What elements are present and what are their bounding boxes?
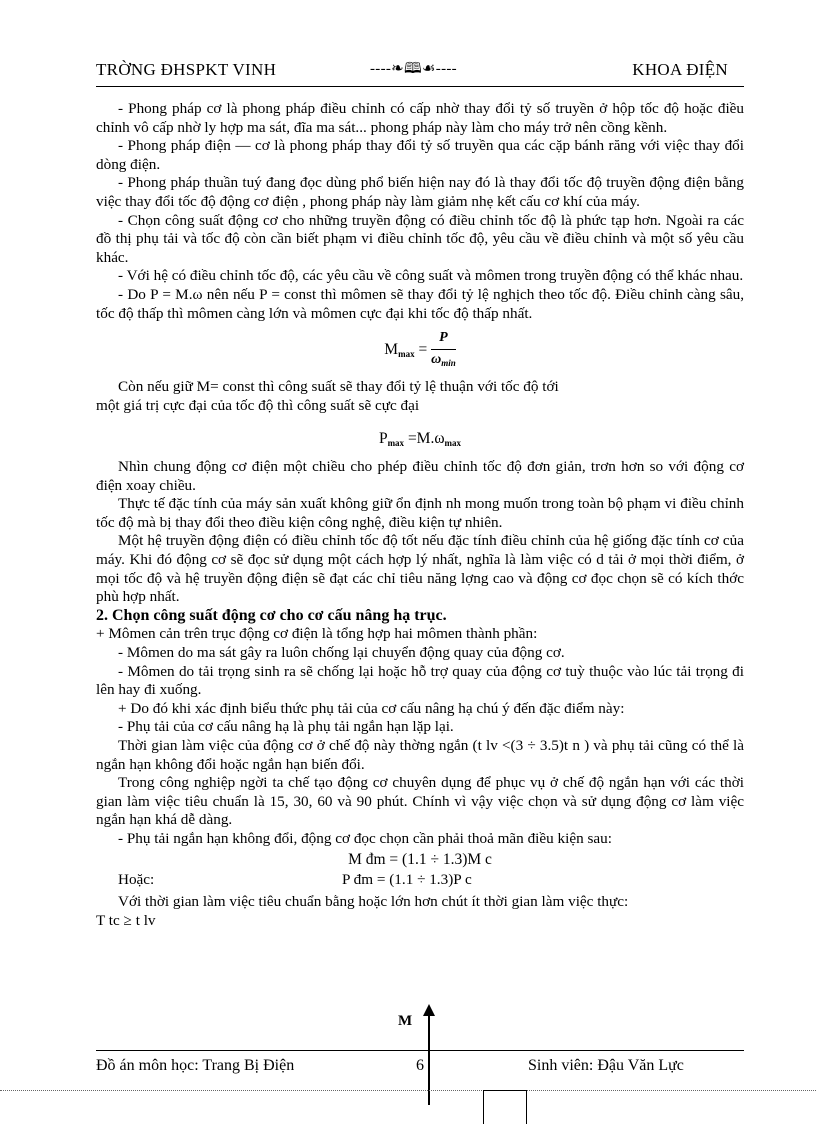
fraction-numerator: P — [431, 329, 456, 350]
footer-rule — [96, 1050, 744, 1051]
page-body — [96, 100, 744, 930]
formula2-lhs-sub: max — [387, 437, 405, 448]
formula-fraction — [431, 329, 456, 372]
paragraph-7: Còn nếu giữ M= const thì công suất sẽ thay đổi tỷ lệ thuận với tốc độ tới — [118, 378, 559, 396]
paragraph-20: Với thời gian làm việc tiêu chuẩn bằng hoặc lớn hơn chút ít thời gian làm việc thực: — [118, 893, 629, 911]
denominator-sub: min — [441, 357, 456, 368]
paragraph-3: - Phong pháp thuần tuý đang đọc dùng phổ biến hiện nay đó là thay đổi tốc độ truyền động điện bằng việc thay đổi tốc độ động cơ điện , phong pháp này làm giảm nhẹ kết cấu cơ khí của máy. — [96, 174, 744, 210]
formula2-rhs-sub: max — [444, 437, 462, 448]
formula2-lhs: P — [378, 429, 388, 447]
formula-lhs: M — [384, 341, 399, 359]
formula-p-dm-row — [96, 871, 744, 891]
paragraph-6: - Do P = M.ω nên nếu P = const thì mômen sẽ thay đổi tỷ lệ nghịch theo tốc độ. Điều chỉnh càng sâu, tốc độ thấp thì mômen càng lớn và mômen cực đại khi tốc độ thấp nhất. — [96, 285, 744, 322]
denominator-symbol: ω — [431, 351, 442, 367]
paragraph-17: Thời gian làm việc của động cơ ở chế độ này thờng ngắn (t lv <(3 ÷ 3.5)t n ) và phụ tải cũng có thể là ngắn hạn không đổi hoặc ngắn hạn biến đổi. — [96, 737, 744, 773]
formula-eq: = — [414, 341, 432, 359]
paragraph-9: Nhìn chung động cơ điện một chiều cho phép điều chỉnh tốc độ đơn giản, trơn hơn so với động cơ điện xoay chiều. — [96, 458, 744, 494]
header-ornament: ----❧🕮☙---- — [370, 61, 457, 77]
paragraph-13: - Mômen do ma sát gây ra luôn chống lại chuyển động quay của động cơ. — [118, 644, 565, 662]
footer-student: Sinh viên: Đậu Văn Lực — [528, 1057, 684, 1074]
section-heading: 2. Chọn công suất động cơ cho cơ cấu nâng hạ trục. — [96, 606, 447, 624]
formula-p-dm-label: Hoặc: — [118, 871, 155, 889]
paragraph-4: - Chọn công suất động cơ cho những truyền động có điều chỉnh tốc độ là phức tạp hơn. Ngoài ra các đồ thị phụ tải và tốc độ còn cần biết phạm vi điều chỉnh tốc độ, yêu cầu về điều chỉnh và một số yêu cầu khác. — [96, 211, 744, 266]
next-page-box — [483, 1090, 527, 1124]
paragraph-21: T tc ≥ t lv — [96, 911, 156, 929]
diagram-axis — [428, 1013, 430, 1105]
footer-page-number: 6 — [416, 1057, 424, 1074]
formula-p-dm: P đm = (1.1 ÷ 1.3)P c — [342, 871, 472, 889]
paragraph-19: - Phụ tải ngắn hạn không đổi, động cơ đọc chọn cần phải thoả mãn điều kiện sau: — [118, 829, 612, 847]
paragraph-11: Một hệ truyền động điện có điều chỉnh tốc độ tốt nếu đặc tính điều chỉnh của hệ giống đặc tính cơ của máy. Khi đó động cơ sẽ đọc sử dụng một cách hợp lý nhất, nghĩa là làm việc có d tải ở mọi thời điểm, ở mọi tốc độ và hệ truyền động điện sẽ đạt các chỉ tiêu năng lợng cao và động cơ đọc chọn sẽ có kích thớc phù hợp nhất. — [96, 532, 744, 606]
page-break-line — [0, 1090, 816, 1091]
header-faculty: KHOA ĐIỆN — [632, 60, 728, 79]
formula-m-max — [96, 329, 744, 372]
paragraph-18: Trong công nghiệp ngời ta chế tạo động cơ chuyên dụng để phục vụ ở chế độ ngắn hạn với các thời gian làm việc tiêu chuẩn là 15, 30, 60 và 90 phút. Chính vì vậy việc chọn và sử dụng động cơ làm việc ngắn hạn khá dễ dàng. — [96, 774, 744, 829]
header-school: TRỜNG ĐHSPKT VINH — [96, 60, 277, 79]
footer-course: Đồ án môn học: Trang Bị Điện — [96, 1057, 295, 1074]
paragraph-10: Thực tế đặc tính của máy sản xuất không giữ ổn định nh mong muốn trong toàn bộ phạm vi điều chỉnh tốc độ mà bị thay đổi theo điều kiện công nghệ, điều kiện tự nhiên. — [96, 495, 744, 531]
formula-p-max — [96, 430, 744, 453]
paragraph-1: - Phong pháp cơ là phong pháp điều chỉnh có cấp nhờ thay đổi tỷ số truyền ở hộp tốc độ hoặc điều chỉnh vô cấp nhờ ly hợp ma sát, đĩa ma sát... phong pháp này làm cho máy trở nên cồng kềnh. — [96, 100, 744, 136]
formula-m-dm: M đm = (1.1 ÷ 1.3)M c — [348, 850, 492, 868]
fraction-denominator — [431, 350, 456, 373]
diagram-axis-label: M — [398, 1013, 413, 1029]
paragraph-8: một giá trị cực đại của tốc độ thì công suất sẽ cực đại — [96, 396, 420, 414]
header-rule — [96, 86, 744, 87]
paragraph-5: - Với hệ có điều chỉnh tốc độ, các yêu cầu về công suất và mômen trong truyền động có thể khác nhau. — [118, 267, 744, 285]
formula2-rhs: =M.ω — [404, 429, 445, 447]
paragraph-16: - Phụ tải của cơ cấu nâng hạ là phụ tải ngắn hạn lặp lại. — [118, 718, 454, 736]
paragraph-15: + Do đó khi xác định biểu thức phụ tải của cơ cấu nâng hạ chú ý đến đặc điểm này: — [118, 699, 625, 717]
paragraph-2: - Phong pháp điện — cơ là phong pháp thay đổi tỷ số truyền qua các cặp bánh răng với việc thay đổi dòng điện. — [96, 137, 744, 173]
paragraph-12: + Mômen cản trên trục động cơ điện là tổng hợp hai mômen thành phần: — [96, 625, 538, 643]
paragraph-14: - Mômen do tải trọng sinh ra sẽ chống lại hoặc hỗ trợ quay của động cơ tuỳ thuộc vào lúc tải trọng đi lên hay đi xuống. — [96, 662, 744, 699]
formula-lhs-sub: max — [398, 349, 415, 360]
